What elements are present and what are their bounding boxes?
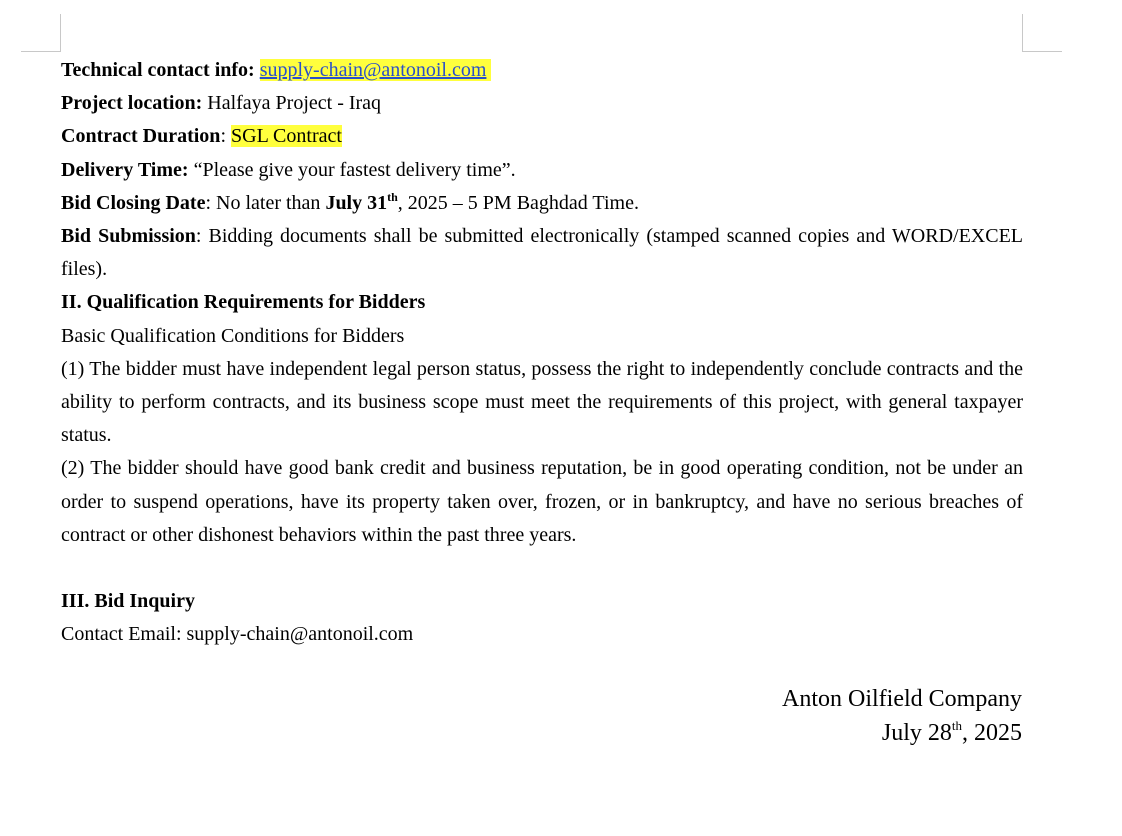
bid-closing-prefix: : No later than [205, 191, 326, 214]
bid-closing-suffix: , 2025 – 5 PM Baghdad Time. [397, 191, 639, 214]
inquiry-heading: III. Bid Inquiry [61, 590, 195, 613]
blank-line [61, 552, 1023, 585]
bid-closing-label: Bid Closing Date [61, 191, 206, 214]
bid-closing-line [61, 187, 1023, 220]
qualification-item-2: (2) The bidder should have good bank credit and business reputation, be in good operating condition, not be under an order to suspend operations, have its property taken over, frozen, or in bankruptcy, and have no serious breaches of contract or other dishonest behaviors within the past three years. [61, 457, 1023, 546]
project-location-line [61, 87, 1023, 120]
crop-mark-top-right-vertical [1022, 14, 1023, 52]
delivery-time-label: Delivery Time: [61, 158, 189, 181]
bid-submission-label: Bid Submission [61, 225, 196, 248]
technical-contact-email-link[interactable]: supply-chain@antonoil.com [259, 59, 487, 81]
signature-block [782, 683, 1022, 750]
qualification-item-1: (1) The bidder must have independent legal person status, possess the right to independently conclude contracts and the ability to perform contracts, and its business scope must meet the requirements of this project, with general taxpayer status. [61, 357, 1023, 447]
bid-submission-paragraph [61, 220, 1023, 286]
crop-mark-top-left-horizontal [21, 51, 61, 52]
technical-contact-highlight [260, 59, 492, 81]
document-body [61, 54, 1023, 652]
contract-duration-value: SGL Contract [231, 125, 342, 148]
inquiry-contact-email: Contact Email: supply-chain@antonoil.com [61, 623, 414, 646]
project-location-value: Halfaya Project - Iraq [207, 92, 382, 115]
bid-submission-value: : Bidding documents shall be submitted electronically (stamped scanned copies and WORD/EXCEL files). [61, 225, 1024, 281]
contract-duration-line: Contract Duration: SGL Contract [61, 125, 342, 148]
technical-contact-line [61, 54, 1023, 87]
technical-contact-label: Technical contact info: [61, 59, 255, 81]
project-location-label: Project location: [61, 92, 203, 115]
delivery-time-line [61, 154, 1023, 187]
crop-mark-top-left-vertical [60, 14, 61, 52]
bid-closing-date-sup: th [387, 189, 398, 204]
qualification-subheading: Basic Qualification Conditions for Bidders [61, 324, 405, 347]
signature-company: Anton Oilfield Company [782, 686, 1022, 712]
signature-date-sup: th [951, 717, 962, 733]
delivery-time-value: “Please give your fastest delivery time”. [193, 158, 516, 181]
bid-closing-date: July 31th [325, 189, 398, 214]
crop-mark-top-right-horizontal [1022, 51, 1062, 52]
signature-date: July 28th, 2025 [881, 717, 1022, 746]
qualification-heading: II. Qualification Requirements for Bidders [61, 291, 426, 314]
contract-duration-label: Contract Duration [61, 125, 221, 148]
